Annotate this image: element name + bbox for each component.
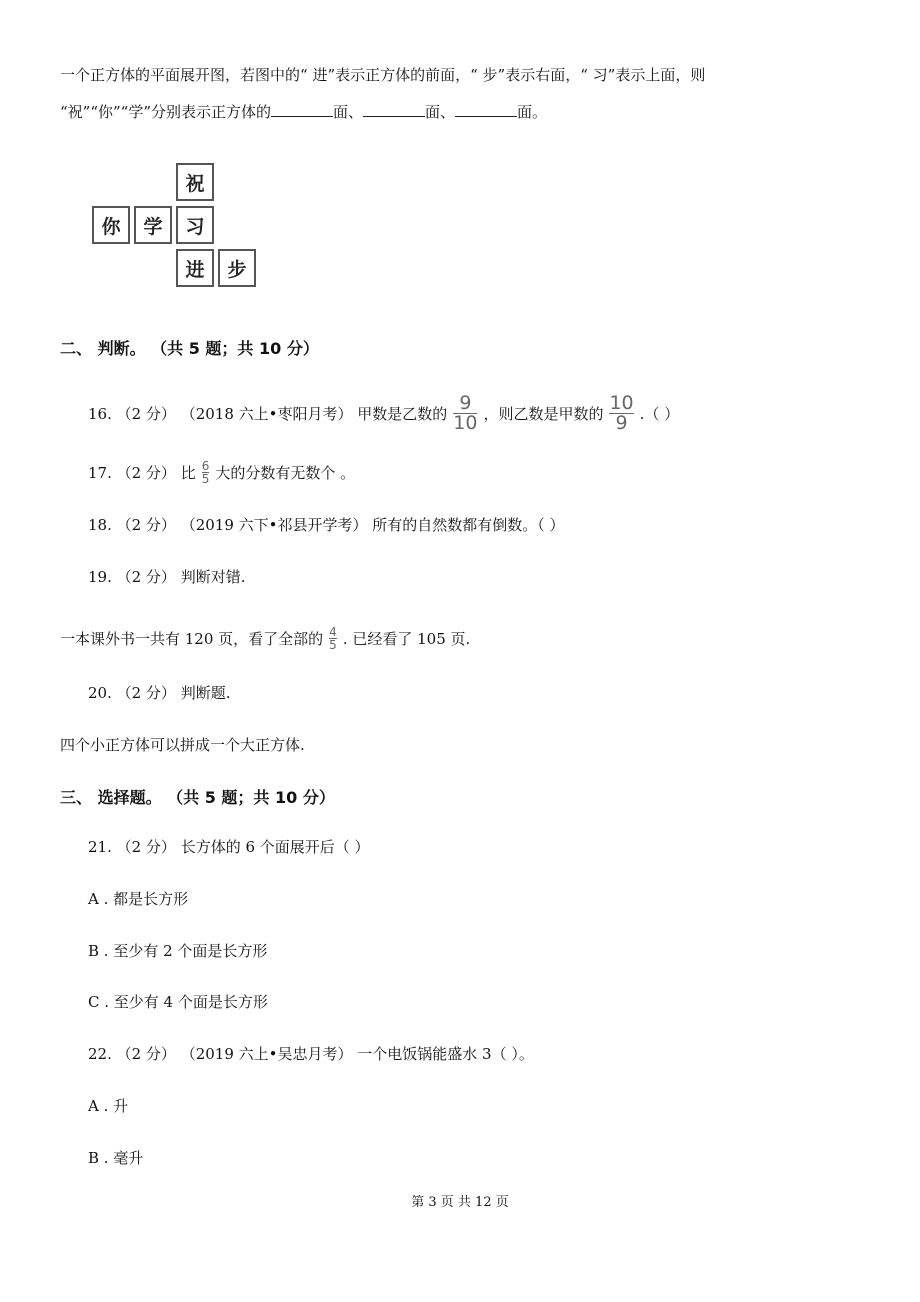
fraction-denominator: 5	[329, 637, 337, 652]
question-text: 17. （2 分） 比	[88, 463, 196, 482]
question-text: . 已经看了 105 页.	[342, 629, 471, 648]
option-c[interactable]: C . 至少有 4 个面是长方形	[88, 993, 268, 1011]
question-text-prefix: “祝”“你”“学”分别表示正方体的	[60, 103, 272, 121]
answer-blank-3[interactable]	[455, 102, 517, 117]
question-19: 19. （2 分） 判断对错.	[88, 568, 246, 586]
option-b[interactable]: B . 毫升	[88, 1149, 144, 1167]
question-20-statement: 四个小正方体可以拼成一个大正方体.	[60, 736, 305, 754]
question-22: 22. （2 分） （2019 六上•吴忠月考） 一个电饭锅能盛水 3（ ）。	[88, 1045, 534, 1063]
fraction	[453, 391, 478, 434]
fraction-denominator: 9	[615, 411, 628, 434]
net-cell-xi: 习	[176, 206, 214, 244]
blank-separator: 面、	[425, 103, 456, 121]
question-text: 16. （2 分） （2018 六上•枣阳月考） 甲数是乙数的	[88, 404, 448, 423]
fraction-denominator: 5	[201, 471, 210, 486]
fraction-numerator: 6	[201, 458, 210, 473]
question-text-line1: 一个正方体的平面展开图，若图中的“ 进”表示正方体的前面，“ 步”表示右面，“ 习”表示上面，则	[60, 66, 706, 84]
fraction	[329, 626, 337, 651]
question-21: 21. （2 分） 长方体的 6 个面展开后（ ）	[88, 838, 370, 856]
question-text-line2	[60, 101, 547, 122]
question-17	[88, 452, 355, 492]
fraction	[202, 460, 210, 485]
net-cell-ni: 你	[92, 206, 130, 244]
blank-separator: 面、	[333, 103, 364, 121]
net-cell-bu: 步	[218, 249, 256, 287]
question-text: ，则乙数是甲数的	[483, 404, 604, 423]
net-cell-jin: 进	[176, 249, 214, 287]
option-b[interactable]: B . 至少有 2 个面是长方形	[88, 942, 268, 960]
fraction-numerator: 9	[459, 391, 472, 414]
net-cell-zhu: 祝	[176, 163, 214, 201]
question-16	[88, 393, 679, 433]
page-footer: 第 3 页 共 12 页	[411, 1195, 509, 1210]
section-heading: 三、 选择题。 （共 5 题；共 10 分）	[60, 788, 335, 807]
answer-paren[interactable]: .（ ）	[639, 404, 680, 423]
question-18: 18. （2 分） （2019 六下•祁县开学考） 所有的自然数都有倒数。（ ）	[88, 516, 565, 534]
answer-blank-2[interactable]	[363, 102, 425, 117]
fraction-denominator: 10	[453, 411, 478, 434]
answer-blank-1[interactable]	[271, 102, 333, 117]
fraction-numerator: 4	[329, 624, 337, 639]
question-text: 一本课外书一共有 120 页，看了全部的	[60, 629, 324, 648]
cube-net-figure	[92, 163, 264, 289]
question-text: 大的分数有无数个 。	[215, 463, 356, 482]
section-heading: 二、 判断。 （共 5 题；共 10 分）	[60, 339, 319, 358]
option-a[interactable]: A . 升	[88, 1097, 129, 1115]
fraction	[609, 391, 634, 434]
question-19-statement	[60, 618, 470, 658]
fraction-numerator: 10	[609, 391, 634, 414]
net-cell-xue: 学	[134, 206, 172, 244]
option-a[interactable]: A . 都是长方形	[88, 890, 189, 908]
question-20: 20. （2 分） 判断题.	[88, 684, 231, 702]
question-text-suffix: 面。	[517, 103, 548, 121]
